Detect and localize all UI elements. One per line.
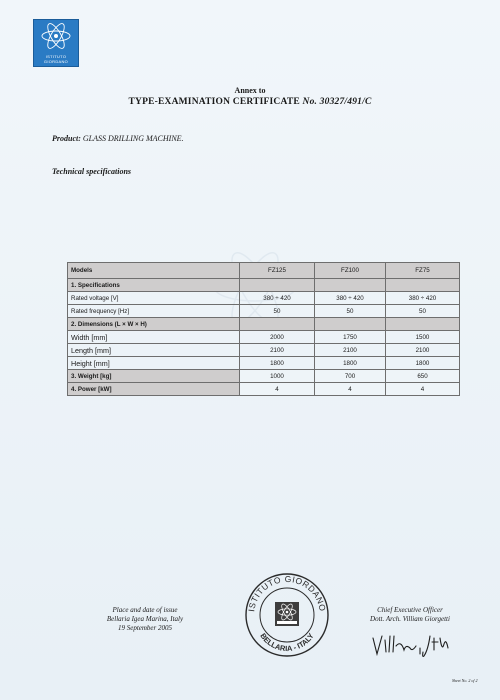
place-value: Bellaria Igea Marina, Italy — [106, 615, 184, 623]
row-label: Width [mm] — [68, 331, 240, 344]
sheet-number: Sheet No. 2 of 2 — [452, 678, 478, 683]
table-cell: 2100 — [315, 344, 386, 357]
table-cell: 4 — [386, 383, 460, 396]
table-cell: 1800 — [315, 357, 386, 370]
model-header: FZ75 — [386, 263, 460, 279]
models-header: Models — [68, 263, 240, 279]
executive-block — [340, 606, 480, 624]
model-header: FZ125 — [240, 263, 315, 279]
table-row — [68, 344, 460, 357]
table-cell: 4 — [315, 383, 386, 396]
row-label: Rated voltage [V] — [68, 292, 240, 305]
table-cell: 700 — [315, 370, 386, 383]
row-label: Rated frequency [Hz] — [68, 305, 240, 318]
table-cell — [240, 318, 315, 331]
table-cell: 1800 — [386, 357, 460, 370]
section-title: 2. Dimensions (L × W × H) — [68, 318, 240, 331]
table-cell: 380 ÷ 420 — [315, 292, 386, 305]
table-cell: 2100 — [386, 344, 460, 357]
table-cell: 2100 — [240, 344, 315, 357]
table-cell: 4 — [240, 383, 315, 396]
place-label: Place and date of issue — [112, 606, 178, 614]
table-cell — [315, 318, 386, 331]
atom-logo-icon — [34, 20, 78, 54]
table-cell: 380 ÷ 420 — [240, 292, 315, 305]
technical-specifications-heading: Technical specifications — [52, 167, 132, 176]
product-value: GLASS DRILLING MACHINE. — [80, 134, 184, 143]
table-cell: 50 — [315, 305, 386, 318]
certificate-number: No. 30327/491/C — [302, 97, 372, 107]
table-cell — [240, 279, 315, 292]
model-header: FZ100 — [315, 263, 386, 279]
section-row — [68, 370, 460, 383]
annex-label: Annex to — [234, 86, 266, 95]
section-row — [68, 318, 460, 331]
certificate-title — [0, 97, 500, 107]
table-cell: 1750 — [315, 331, 386, 344]
product-label: Product: — [52, 134, 81, 143]
table-cell: 50 — [240, 305, 315, 318]
product-line — [52, 134, 184, 143]
row-label: Height [mm] — [68, 357, 240, 370]
table-row — [68, 331, 460, 344]
section-title: 1. Specifications — [68, 279, 240, 292]
table-cell — [386, 279, 460, 292]
table-cell: 1500 — [386, 331, 460, 344]
table-cell: 380 ÷ 420 — [386, 292, 460, 305]
table-cell: 650 — [386, 370, 460, 383]
logo-text-line-2: GIORDANO — [43, 59, 69, 64]
istituto-giordano-logo — [33, 19, 79, 67]
seal-top-text: ISTITUTO GIORDANO — [246, 573, 328, 613]
specifications-table — [67, 262, 460, 396]
place-and-date — [70, 606, 220, 633]
logo-text-line-1: ISTITUTO — [45, 54, 67, 59]
table-cell: 1800 — [240, 357, 315, 370]
table-header-row — [68, 263, 460, 279]
section-title: 4. Power [kW] — [68, 383, 240, 396]
table-row — [68, 357, 460, 370]
table-cell — [315, 279, 386, 292]
table-row — [68, 292, 460, 305]
istituto-giordano-seal — [244, 572, 330, 658]
date-value: 19 September 2005 — [117, 624, 173, 632]
certificate-title-text: TYPE-EXAMINATION CERTIFICATE — [128, 97, 303, 107]
section-row — [68, 279, 460, 292]
table-cell: 2000 — [240, 331, 315, 344]
executive-title: Chief Executive Officer — [377, 606, 443, 614]
table-row — [68, 305, 460, 318]
seal-bottom-text: BELLARIA - ITALY — [258, 631, 316, 654]
row-label: Length [mm] — [68, 344, 240, 357]
section-row — [68, 383, 460, 396]
table-cell: 1000 — [240, 370, 315, 383]
executive-name: Dott. Arch. Villiam Giorgetti — [370, 615, 450, 623]
handwritten-signature — [368, 630, 468, 660]
table-cell — [386, 318, 460, 331]
section-title: 3. Weight [kg] — [68, 370, 240, 383]
table-cell: 50 — [386, 305, 460, 318]
